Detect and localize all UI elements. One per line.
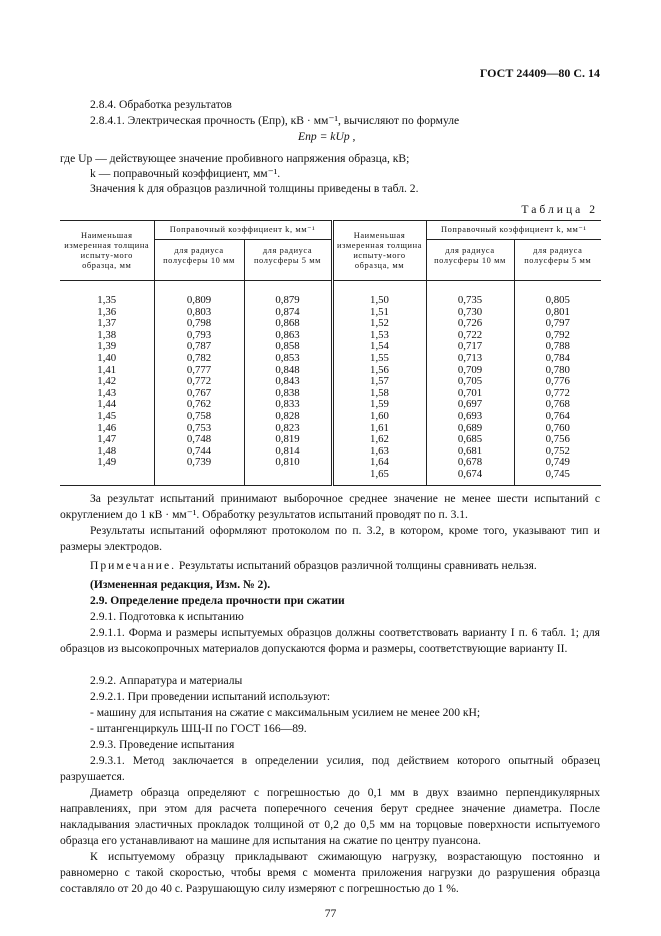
table-cell: 1,56	[332, 365, 426, 377]
table-cell: 0,764	[514, 411, 601, 423]
table-cell: 0,801	[514, 307, 601, 319]
table-cell: 0,762	[154, 399, 244, 411]
header-r5-right: для радиуса полусферы 5 мм	[514, 240, 601, 281]
table-row	[60, 399, 601, 411]
table-cell: 1,60	[332, 411, 426, 423]
section-2-9-2: 2.9.2. Аппаратура и материалы	[90, 674, 243, 687]
table-row	[60, 434, 601, 446]
table-cell: 0,748	[154, 434, 244, 446]
table-cell: 0,685	[426, 434, 514, 446]
header-r10-right: для радиуса полусферы 10 мм	[426, 240, 514, 281]
table-cell: 0,819	[244, 434, 332, 446]
protocol-paragraph: Результаты испытаний оформляют протоколом по п. 3.2, в котором, кроме того, указывают тип и размеры электродов.	[60, 524, 600, 553]
table-row	[60, 446, 601, 458]
table-cell: 0,678	[426, 457, 514, 469]
table-cell: 1,44	[97, 398, 117, 411]
table-cell: 0,823	[244, 423, 332, 435]
table-cell: 1,49	[97, 456, 117, 469]
header-thickness-left: Наименьшая измеренная толщина испыту-мого образца, мм	[60, 221, 154, 281]
table-cell: 1,48	[97, 444, 117, 457]
table-cell: 0,868	[244, 318, 332, 330]
note	[60, 558, 600, 574]
table-cell: 1,53	[332, 330, 426, 342]
table-cell: 0,782	[154, 353, 244, 365]
table-caption: Таблица 2	[521, 203, 598, 216]
table-cell: 0,717	[426, 341, 514, 353]
table-cell: 1,45	[97, 409, 117, 422]
header-thickness-right: Наименьшая измеренная толщина испыту-мого образца, мм	[332, 221, 426, 281]
table-cell: 0,797	[514, 318, 601, 330]
section-2-8-4: 2.8.4. Обработка результатов	[90, 98, 232, 111]
table-cell: 1,42	[97, 375, 117, 388]
table-cell: 1,43	[97, 386, 117, 399]
diameter-paragraph: Диаметр образца определяют с погрешностью до 0,1 мм в двух взаимно перпендикулярных направлениях, при этом для расчета поперечного сечения берут среднее значение диаметра. После накладывания эластичных прокладок толщиной от 0,2 до 0,5 мм на торцовые поверхности испытуемого образца его устанавливают на машине для испытания на сжатие по центру пуансона.	[60, 786, 600, 847]
table-row	[60, 457, 601, 469]
table-cell: 1,62	[332, 434, 426, 446]
table-cell: 0,745	[514, 469, 601, 485]
table-cell: 0,784	[514, 353, 601, 365]
table-cell: 0,803	[154, 307, 244, 319]
table-cell: 0,753	[154, 423, 244, 435]
table-cell: 0,739	[154, 457, 244, 469]
table-cell: 0,777	[154, 365, 244, 377]
table-cell: 1,54	[332, 341, 426, 353]
note-text: Результаты испытаний образцов различной толщины сравнивать нельзя.	[176, 559, 537, 572]
section-2-8-4-1: 2.8.4.1. Электрическая прочность (Eпр), кВ · мм⁻¹, вычисляют по формуле	[90, 114, 460, 127]
table-cell: 0,768	[514, 399, 601, 411]
load-paragraph: К испытуемому образцу прикладывают сжимающую нагрузку, возрастающую постоянно и равномерно с такой скоростью, чтобы время с момента приложения нагрузки до разрушения образца составляло от 20 до 40 с. Разрушающую силу измеряют с погрешностью до 1 %.	[60, 850, 600, 895]
table-cell: 1,37	[97, 317, 117, 330]
table-cell: 0,780	[514, 365, 601, 377]
table-row	[60, 365, 601, 377]
table-row	[60, 341, 601, 353]
table-cell: 0,701	[426, 388, 514, 400]
table-cell: 1,52	[332, 318, 426, 330]
page-header: ГОСТ 24409—80 С. 14	[479, 66, 600, 80]
table-cell: 1,61	[332, 423, 426, 435]
table-cell: 0,858	[244, 341, 332, 353]
table-cell: 0,787	[154, 341, 244, 353]
table-cell: 0,681	[426, 446, 514, 458]
table-cell: 0,848	[244, 365, 332, 377]
table-cell: 1,46	[97, 421, 117, 434]
table-cell: 1,47	[97, 433, 117, 446]
table-cell: 0,760	[514, 423, 601, 435]
table-cell: 0,758	[154, 411, 244, 423]
values-note: Значения k для образцов различной толщины приведены в табл. 2.	[90, 182, 419, 195]
formula: Eпр = kUр ,	[298, 130, 356, 143]
table-row	[60, 330, 601, 342]
table-row	[60, 469, 601, 485]
table-row	[60, 318, 601, 330]
section-2-9-3-1: 2.9.3.1. Метод заключается в определении усилия, под действием которого опытный образец разрушается.	[60, 754, 600, 783]
where-k: k — поправочный коэффициент, мм⁻¹.	[90, 167, 281, 180]
table-cell: 0,814	[244, 446, 332, 458]
list-item-caliper: - штангенциркуль ШЦ-II по ГОСТ 166—89.	[90, 722, 307, 735]
section-2-9-1-1: 2.9.1.1. Форма и размеры испытуемых образцов должны соответствовать варианту I п. 6 табл. 1; для образцов из высокопрочных материалов допускаются форма и размеры, соответствующие варианту II.	[60, 626, 600, 655]
table-cell: 0,798	[154, 318, 244, 330]
table-row	[60, 376, 601, 388]
table-cell: 0,756	[514, 434, 601, 446]
table-cell: 0,752	[514, 446, 601, 458]
note-label: Примечание.	[90, 559, 176, 572]
table-cell: 0,793	[154, 330, 244, 342]
table-cell	[244, 469, 332, 485]
header-r10-left: для радиуса полусферы 10 мм	[154, 240, 244, 281]
table-cell: 1,64	[332, 457, 426, 469]
table-cell: 0,792	[514, 330, 601, 342]
table-cell: 0,772	[154, 376, 244, 388]
table-row	[60, 307, 601, 319]
table-cell: 1,58	[332, 388, 426, 400]
table-cell: 1,63	[332, 446, 426, 458]
table-cell: 0,697	[426, 399, 514, 411]
table-cell: 1,55	[332, 353, 426, 365]
table-cell: 0,722	[426, 330, 514, 342]
table-cell: 0,749	[514, 457, 601, 469]
table-cell: 0,767	[154, 388, 244, 400]
table-cell: 0,805	[514, 281, 601, 307]
table-cell: 1,59	[332, 399, 426, 411]
table-cell: 0,853	[244, 353, 332, 365]
table-cell: 0,833	[244, 399, 332, 411]
table-cell: 0,879	[244, 281, 332, 307]
table-cell: 0,776	[514, 376, 601, 388]
table-cell: 1,39	[97, 340, 117, 353]
table-cell: 0,689	[426, 423, 514, 435]
table-cell: 0,863	[244, 330, 332, 342]
section-2-9-3: 2.9.3. Проведение испытания	[90, 738, 235, 751]
table-cell: 0,730	[426, 307, 514, 319]
table-cell	[60, 469, 154, 485]
table-cell: 0,772	[514, 388, 601, 400]
table-cell: 0,874	[244, 307, 332, 319]
table-cell: 0,788	[514, 341, 601, 353]
header-r5-left: для радиуса полусферы 5 мм	[244, 240, 332, 281]
section-2-9-1: 2.9.1. Подготовка к испытанию	[90, 610, 244, 623]
section-2-9: 2.9. Определение предела прочности при сжатии	[90, 594, 345, 607]
table-cell: 0,713	[426, 353, 514, 365]
table-cell: 1,50	[332, 281, 426, 307]
table-cell: 1,57	[332, 376, 426, 388]
table-body	[60, 281, 601, 486]
result-paragraph: За результат испытаний принимают выборочное среднее значение не менее шести испытаний с округлением до 1 кВ · мм⁻¹. Обработку результатов испытаний проводят по п. 3.1.	[60, 492, 600, 521]
table-row	[60, 411, 601, 423]
table-cell: 0,735	[426, 281, 514, 307]
table-cell: 1,38	[97, 328, 117, 341]
table-cell	[154, 469, 244, 485]
table-cell: 0,744	[154, 446, 244, 458]
table-cell: 0,726	[426, 318, 514, 330]
header-coef-right: Поправочный коэффициент k, мм⁻¹	[426, 221, 601, 240]
table-cell: 1,35	[97, 294, 117, 306]
table-row	[60, 281, 601, 307]
table-cell: 0,810	[244, 457, 332, 469]
where-up: где Uр — действующее значение пробивного напряжения образца, кВ;	[60, 152, 410, 165]
correction-table	[60, 220, 601, 486]
table-cell: 0,709	[426, 365, 514, 377]
table-cell: 0,705	[426, 376, 514, 388]
table-cell: 1,41	[97, 363, 117, 376]
table-cell: 1,51	[332, 307, 426, 319]
list-item-machine: - машину для испытания на сжатие с максимальным усилием не менее 200 кН;	[90, 706, 481, 719]
changed-note: (Измененная редакция, Изм. № 2).	[90, 578, 271, 591]
table-cell: 1,36	[97, 305, 117, 318]
table-row	[60, 423, 601, 435]
table-cell: 1,65	[332, 469, 426, 485]
table-cell: 0,843	[244, 376, 332, 388]
page-number: 77	[324, 907, 337, 920]
section-2-9-2-1: 2.9.2.1. При проведении испытаний используют:	[90, 690, 331, 703]
table-row	[60, 353, 601, 365]
table-row	[60, 388, 601, 400]
table-cell: 0,693	[426, 411, 514, 423]
table-cell: 0,674	[426, 469, 514, 485]
table-cell: 1,40	[97, 351, 117, 364]
table-cell: 0,828	[244, 411, 332, 423]
header-coef-left: Поправочный коэффициент k, мм⁻¹	[154, 221, 332, 240]
table-cell: 0,838	[244, 388, 332, 400]
table-cell: 0,809	[154, 281, 244, 307]
